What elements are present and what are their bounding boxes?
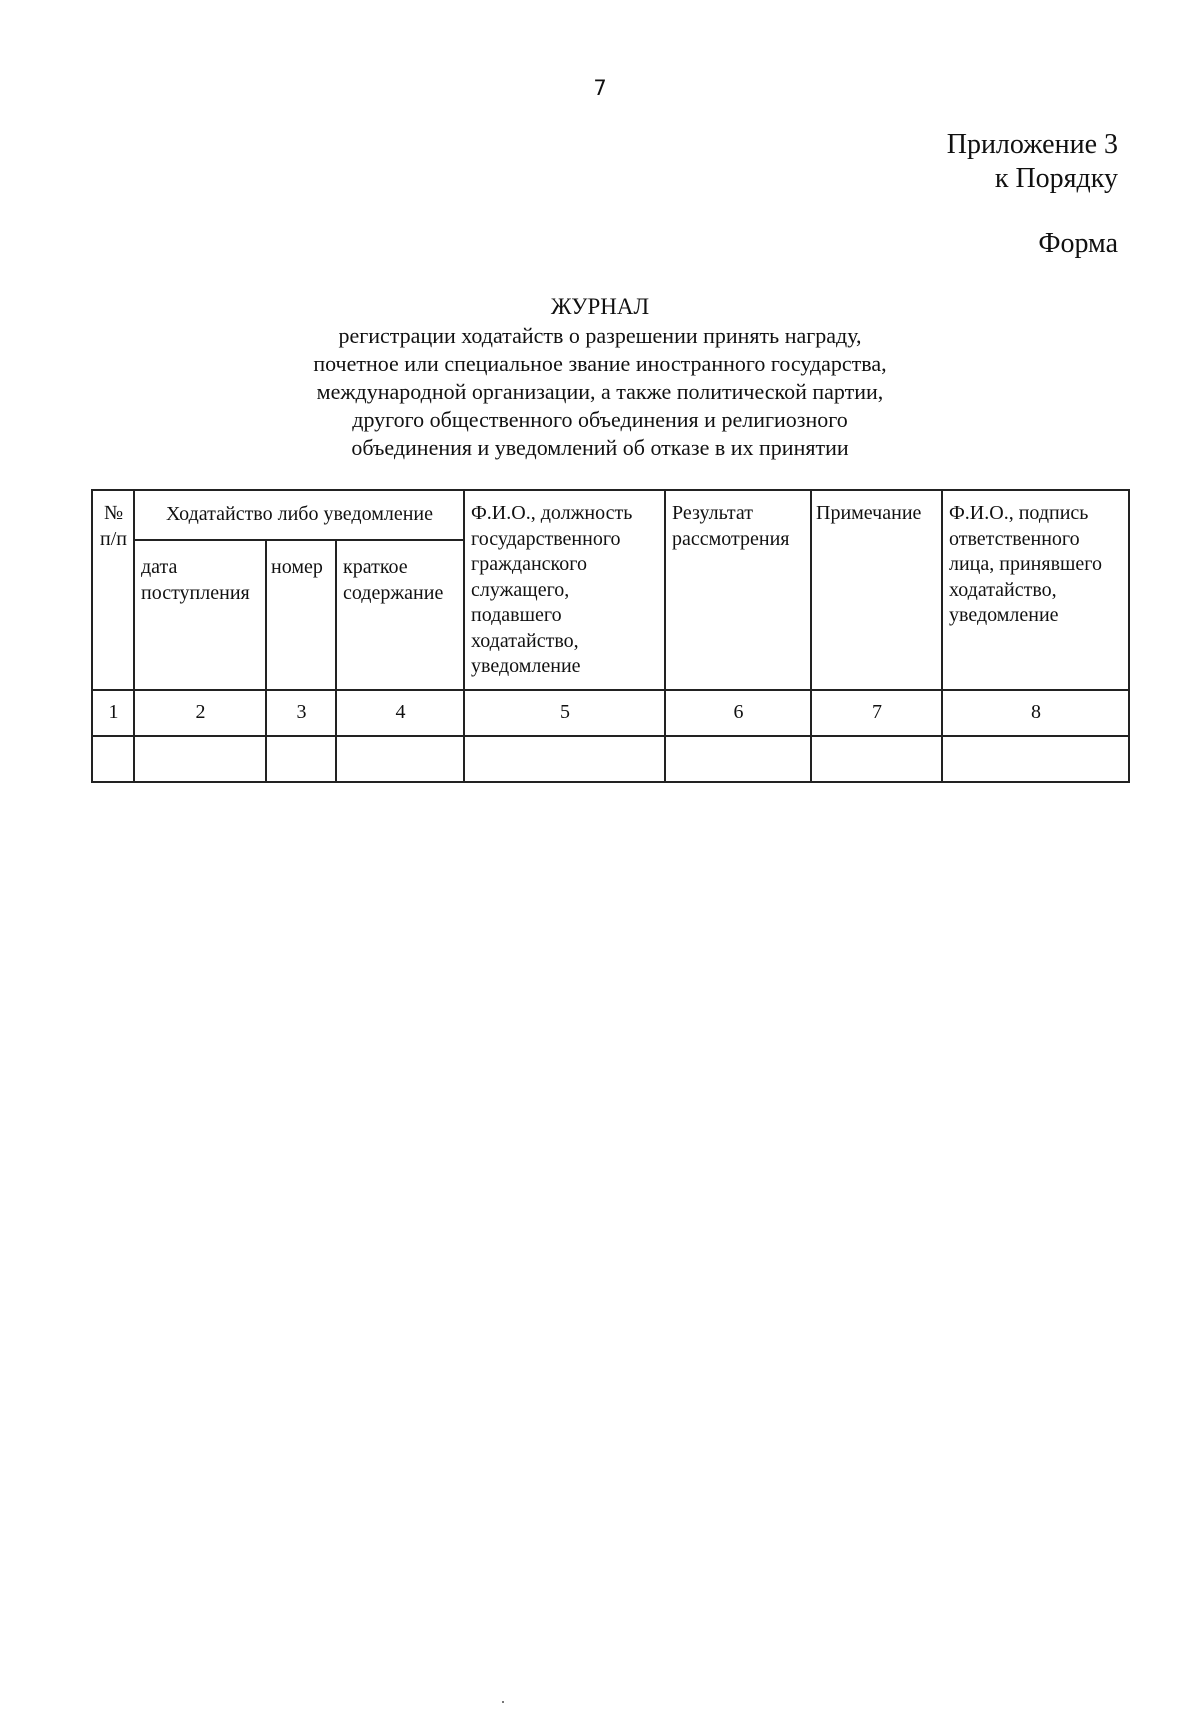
column-number: 1	[92, 690, 134, 736]
subtitle-line: международной организации, а также политической партии,	[316, 379, 884, 404]
header-date: дата поступления	[134, 540, 266, 690]
header-result: Результат рассмотрения	[665, 490, 811, 690]
header-number: номер	[266, 540, 336, 690]
subtitle-line: регистрации ходатайств о разрешении принять награду,	[338, 323, 862, 348]
entry-cell	[92, 736, 134, 782]
subtitle-line: объединения и уведомлений об отказе в их принятии	[351, 435, 849, 460]
page-number: 7	[593, 76, 607, 100]
entry-cell	[336, 736, 464, 782]
journal-subtitle	[0, 322, 1200, 462]
entry-cell	[942, 736, 1129, 782]
header-responsible: Ф.И.О., подпись ответственного лица, принявшего ходатайство, уведомление	[942, 490, 1129, 690]
header-summary: краткое содержание	[336, 540, 464, 690]
entry-cell	[134, 736, 266, 782]
entry-cell	[266, 736, 336, 782]
column-number: 6	[665, 690, 811, 736]
entry-cell	[811, 736, 942, 782]
header-note: Примечание	[811, 490, 942, 690]
appendix-order-line: к Порядку	[994, 163, 1118, 194]
column-number: 5	[464, 690, 665, 736]
entry-cell	[665, 736, 811, 782]
form-label: Форма	[1038, 228, 1118, 259]
appendix-reference	[947, 128, 1118, 196]
entry-cell	[464, 736, 665, 782]
header-fio-position: Ф.И.О., должность государственного гражданского служащего, подавшего ходатайство, уведомление	[464, 490, 665, 690]
empty-entry-row	[92, 736, 1129, 782]
column-number: 2	[134, 690, 266, 736]
journal-title: ЖУРНАЛ	[550, 294, 650, 319]
column-number: 7	[811, 690, 942, 736]
subtitle-line: другого общественного объединения и религиозного	[352, 407, 848, 432]
subtitle-line: почетное или специальное звание иностранного государства,	[313, 351, 887, 376]
header-num: № п/п	[92, 490, 134, 690]
register-table	[91, 489, 1130, 783]
column-number-row	[92, 690, 1129, 736]
scan-artifact	[502, 1701, 504, 1703]
appendix-line: Приложение 3	[946, 129, 1118, 160]
header-petition-group: Ходатайство либо уведомление	[134, 490, 464, 540]
header-row-top	[92, 490, 1129, 540]
column-number: 3	[266, 690, 336, 736]
column-number: 4	[336, 690, 464, 736]
column-number: 8	[942, 690, 1129, 736]
